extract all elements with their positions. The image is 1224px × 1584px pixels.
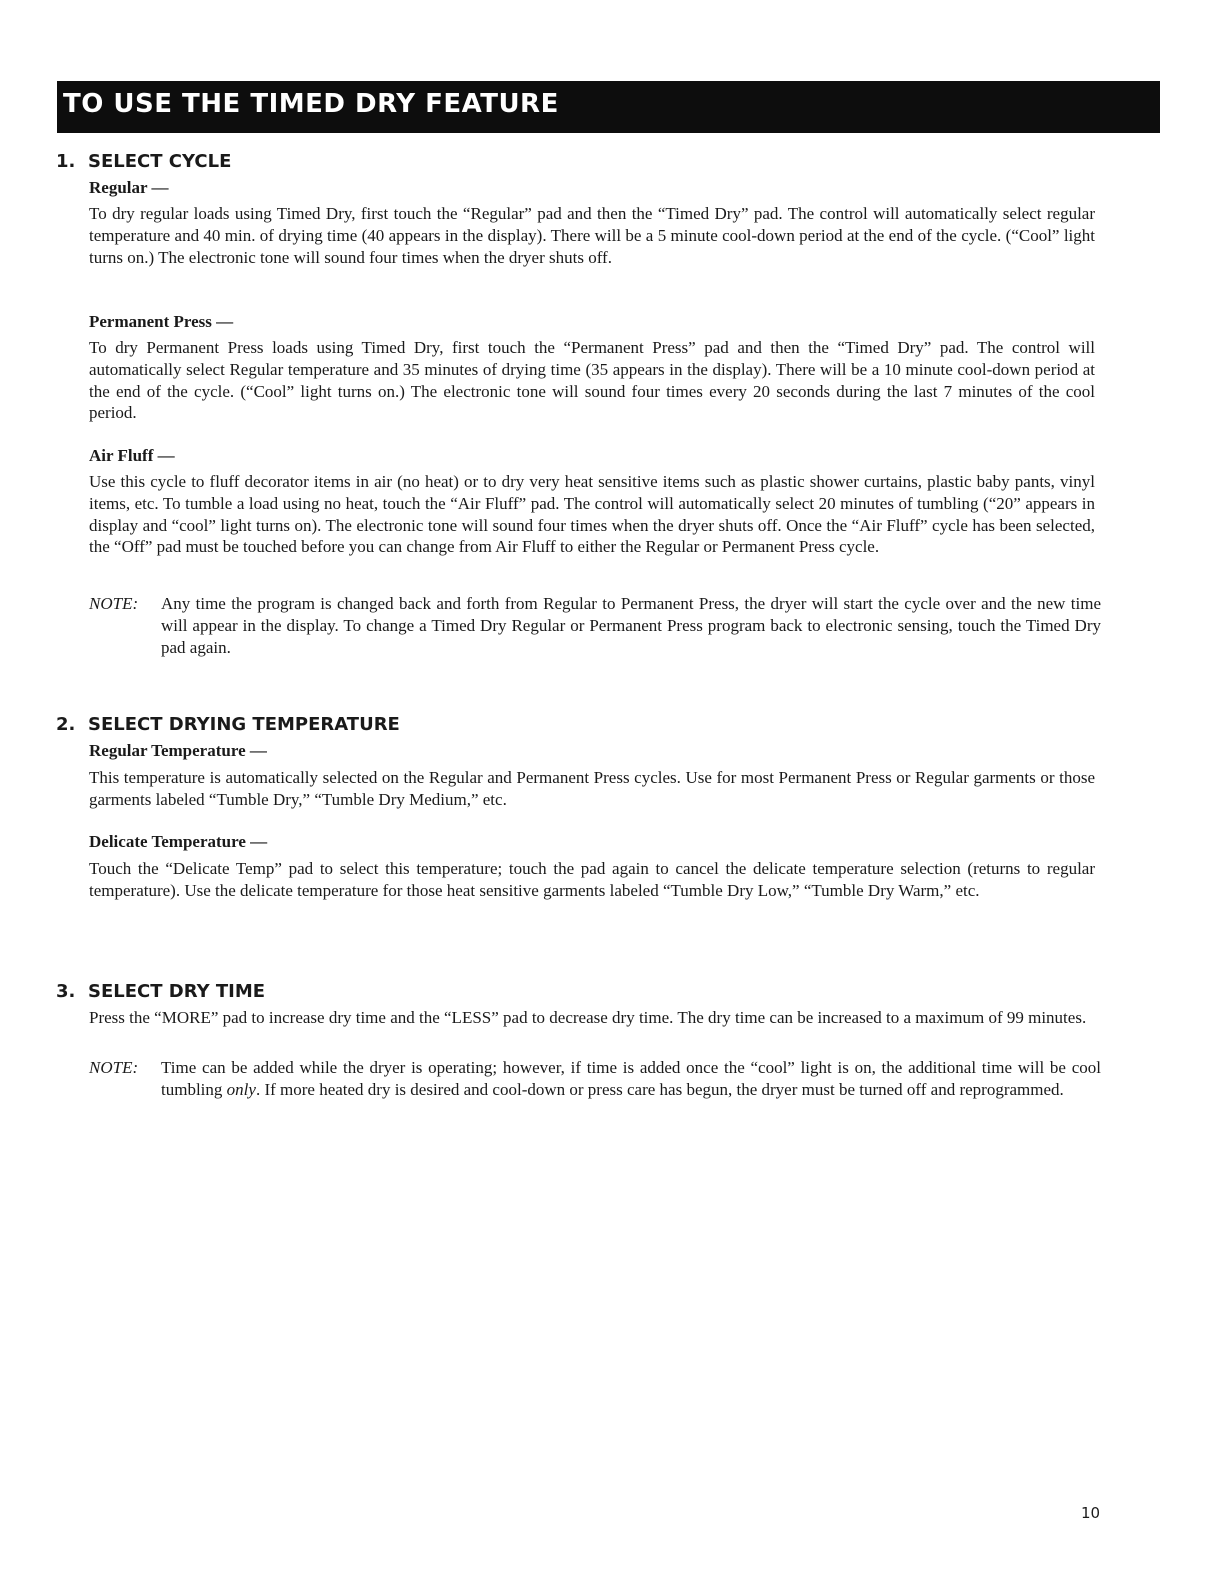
note-text-end: . If more heated dry is desired and cool-down or press care has begun, the dryer must be turned off and reprogrammed. [255,1079,1064,1099]
section-heading [56,981,265,1002]
section-heading [56,151,231,172]
subsection-title-regular: Regular — [89,178,169,197]
subsection-title-permanent-press: Permanent Press — [89,312,234,331]
note-text-start: Time can be added while the dryer is operating; however, if time is added once the “cool” light is on, the additional time will be cool tumbling [161,1058,1101,1099]
paragraph-delicate-temperature: Touch the “Delicate Temp” pad to select this temperature; touch the pad again to cancel the delicate temperature selection (returns to regular temperature). Use the delicate temperature for those heat sensitive garments labeled “Tumble Dry Low,” “Tumble Dry Warm,” etc. [89,859,1095,900]
paragraph-air-fluff: Use this cycle to fluff decorator items in air (no heat) or to dry very heat sensitive items such as plastic shower curtains, plastic baby pants, vinyl items, etc. To tumble a load using no heat, touch the “Air Fluff” pad. The control will automatically select 20 minutes of tumbling (“20” appears in display and “cool” light turns on). The electronic tone will sound four times when the dryer shuts off. Once the “Air Fluff” cycle has been selected, the “Off” pad must be touched before you can change from Air Fluff to either the Regular or Permanent Press cycle. [89,472,1095,557]
note-cycle [89,593,1101,658]
paragraph-permanent-press: To dry Permanent Press loads using Timed Dry, first touch the “Permanent Press” pad and then the “Timed Dry” pad. The control will automatically select Regular temperature and 35 minutes of drying time (35 appears in the display). There will be a 10 minute cool-down period at the end of the cycle. (“Cool” light turns on.) The electronic tone will sound four times every 20 seconds during the last 7 minutes of the cool period. [89,338,1095,423]
section-number: 1. [56,151,76,172]
section-heading [56,714,400,735]
note-text [161,1057,1101,1101]
section-title: SELECT DRY TIME [88,981,266,1002]
section-title: SELECT DRYING TEMPERATURE [88,714,400,735]
page-title: TO USE THE TIMED DRY FEATURE [63,89,559,119]
paragraph-regular-temperature: This temperature is automatically selected on the Regular and Permanent Press cycles. Use for most Permanent Press or Regular garments or those garments labeled “Tumble Dry,” “Tumble Dry Medium,” etc. [89,768,1095,809]
paragraph-regular: To dry regular loads using Timed Dry, first touch the “Regular” pad and then the “Timed Dry” pad. The control will automatically select regular temperature and 40 min. of drying time (40 appears in the display). There will be a 5 minute cool-down period at the end of the cycle. (“Cool” light turns on.) The electronic tone will sound four times when the dryer shuts off. [89,204,1095,267]
section-title: SELECT CYCLE [88,151,232,172]
page-number: 10 [1081,1504,1101,1522]
note-dry-time [89,1057,1101,1101]
subsection-title-air-fluff: Air Fluff — [89,446,175,465]
subsection-title-regular-temperature: Regular Temperature — [89,741,267,760]
note-label: NOTE: [89,1058,139,1077]
title-banner [57,81,1160,133]
section-number: 3. [56,981,76,1002]
subsection-title-delicate-temperature: Delicate Temperature — [89,832,268,851]
note-label: NOTE: [89,594,139,613]
paragraph-dry-time: Press the “MORE” pad to increase dry time and the “LESS” pad to decrease dry time. The dry time can be increased to a maximum of 99 minutes. [89,1008,1087,1027]
note-emphasis: only [226,1079,256,1099]
note-text: Any time the program is changed back and forth from Regular to Permanent Press, the dryer will start the cycle over and the new time will appear in the display. To change a Timed Dry Regular or Permanent Press program back to electronic sensing, touch the Timed Dry pad again. [161,594,1101,657]
section-number: 2. [56,714,76,735]
